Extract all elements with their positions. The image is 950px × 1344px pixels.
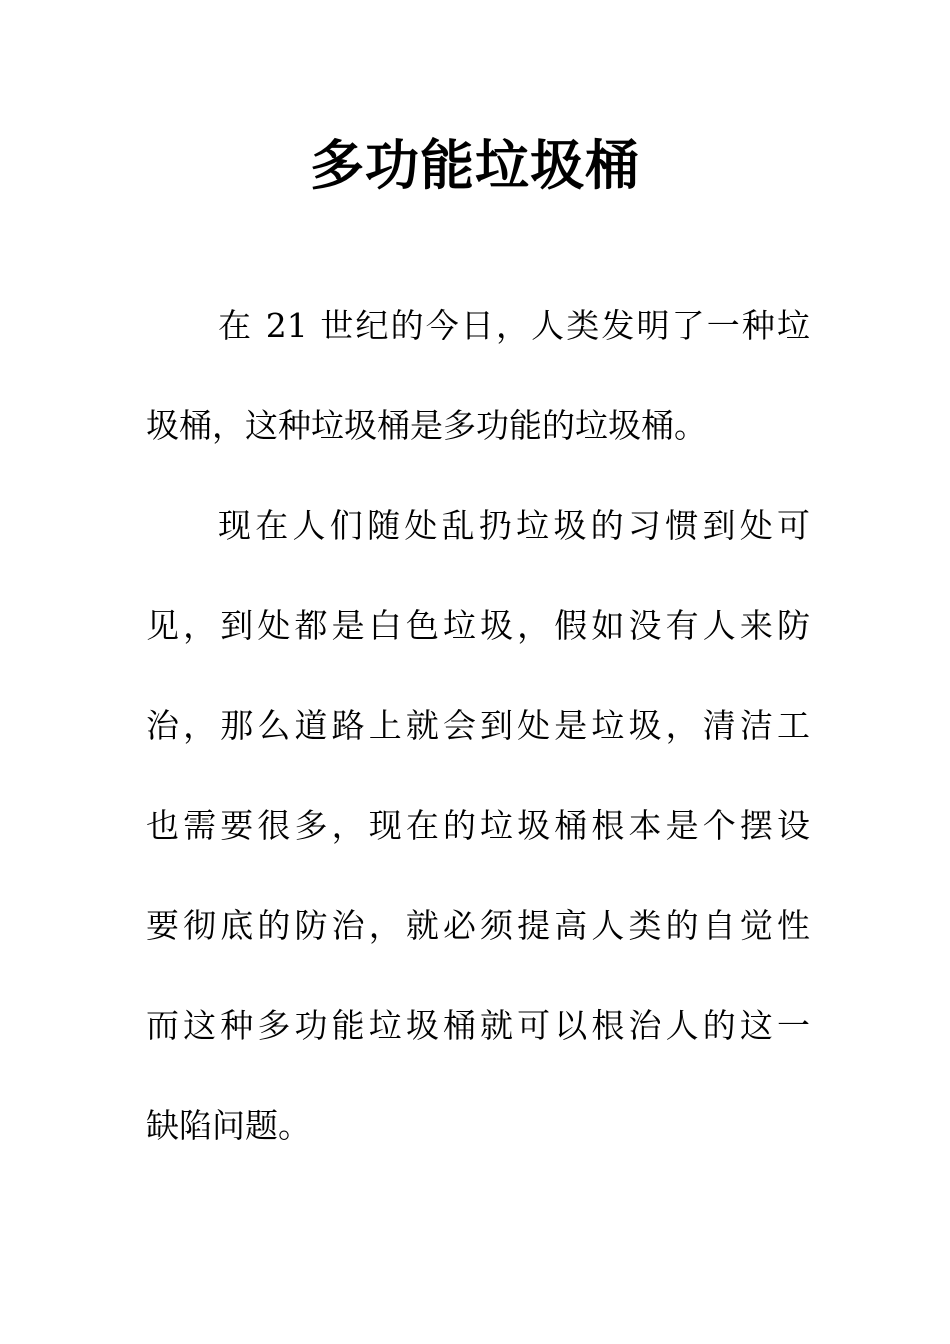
document-title: 多功能垃圾桶 bbox=[310, 134, 640, 197]
paragraph-2-line-1: 现在人们随处乱扔垃圾的习惯到处可 bbox=[218, 506, 810, 545]
paragraph-2-line-3: 治，那么道路上就会到处是垃圾，清洁工 bbox=[146, 706, 810, 745]
paragraph-2-line-7: 缺陷问题。 bbox=[146, 1106, 311, 1145]
document-body bbox=[146, 296, 810, 1196]
paragraph-1-line-1: 在 21 世纪的今日，人类发明了一种垃 bbox=[218, 306, 810, 345]
paragraph-2-line-4: 也需要很多，现在的垃圾桶根本是个摆设 bbox=[146, 806, 810, 845]
paragraph-1-line-2: 圾桶，这种垃圾桶是多功能的垃圾桶。 bbox=[146, 406, 707, 445]
paragraph-2-line-2: 见，到处都是白色垃圾，假如没有人来防 bbox=[146, 606, 810, 645]
paragraph-2-line-6: 而这种多功能垃圾桶就可以根治人的这一 bbox=[146, 1006, 810, 1045]
paragraph-2-line-5: 要彻底的防治，就必须提高人类的自觉性 bbox=[146, 906, 810, 945]
